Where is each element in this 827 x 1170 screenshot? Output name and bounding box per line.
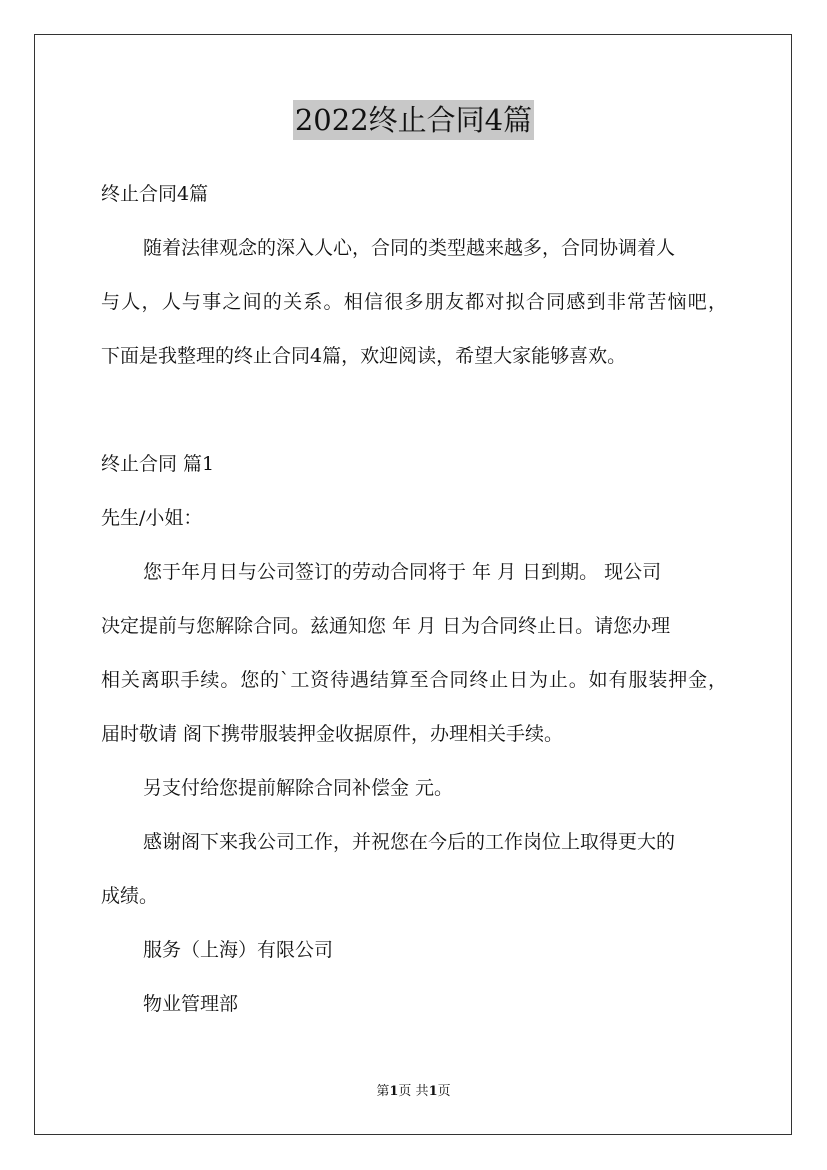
paragraph-line: 另支付给您提前解除合同补偿金 元。: [143, 777, 454, 799]
company-name: 服务（上海）有限公司: [143, 939, 334, 961]
footer-prefix: 第: [376, 1084, 390, 1099]
paragraph-line: 随着法律观念的深入人心，合同的类型越来越多，合同协调着人: [143, 237, 676, 259]
paragraph-line: 与人，人与事之间的关系。相信很多朋友都对拟合同感到非常苦恼吧，: [101, 291, 727, 313]
department-name: 物业管理部: [143, 993, 239, 1015]
section-heading: 终止合同 篇1: [101, 453, 215, 475]
paragraph-line: 届时敬请 阁下携带服装押金收据原件，办理相关手续。: [101, 723, 564, 745]
footer-mid: 页 共: [398, 1084, 429, 1099]
salutation: 先生/小姐：: [101, 507, 203, 529]
page-footer: [0, 1083, 827, 1101]
paragraph-line: 成绩。: [101, 885, 159, 907]
paragraph-line: 相关离职手续。您的`工资待遇结算至合同终止日为止。如有服装押金，: [101, 669, 727, 691]
total-pages: 1: [428, 1084, 438, 1099]
paragraph-line: 下面是我整理的终止合同4篇，欢迎阅读，希望大家能够喜欢。: [101, 345, 627, 367]
page-number: 1: [389, 1084, 399, 1099]
footer-suffix: 页: [437, 1084, 451, 1099]
document-title: 2022终止合同4篇: [0, 100, 827, 140]
heading-line: 终止合同4篇: [101, 183, 209, 205]
paragraph-line: 感谢阁下来我公司工作，并祝您在今后的工作岗位上取得更大的: [143, 831, 676, 853]
paragraph-line: 您于年月日与公司签订的劳动合同将于 年 月 日到期。 现公司: [143, 561, 662, 583]
paragraph-line: 决定提前与您解除合同。兹通知您 年 月 日为合同终止日。请您办理: [101, 615, 671, 637]
